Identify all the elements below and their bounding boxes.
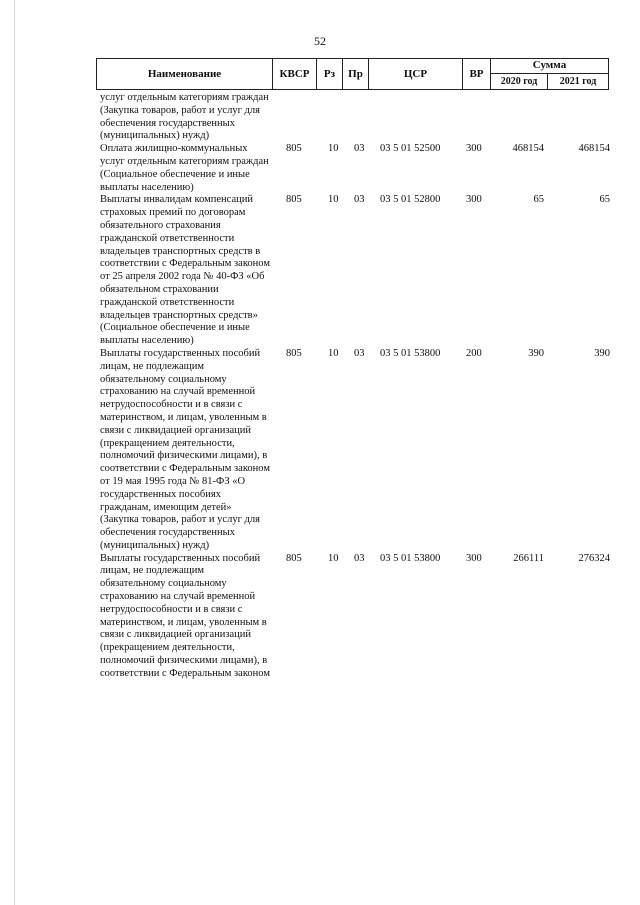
row-rz: 10	[328, 194, 339, 206]
row-vr: 300	[466, 143, 482, 155]
table-body	[96, 92, 616, 681]
row-kvsr: 805	[286, 347, 302, 359]
row-name: Выплаты государственных пособий лицам, не подлежащим обязательному социальному страхованию на случай временной нетрудоспособности и в связи с материнством, и лицам, уволенным в связи с ликвидацией организаций (прекращением деятельности, полномочий физическими лицами), в соответствии с Федеральным законом	[100, 552, 270, 679]
row-sum-2021: 390	[594, 347, 610, 359]
row-csr: 03 5 01 53800	[380, 552, 441, 564]
header-rz: Рз	[317, 59, 343, 89]
header-kvsr: КВСР	[273, 59, 317, 89]
header-year-2021: 2021 год	[559, 76, 597, 87]
row-pr: 03	[354, 143, 365, 155]
header-pr: Пр	[343, 59, 369, 89]
row-pr: 03	[354, 347, 365, 359]
row-pr: 03	[354, 194, 365, 206]
row-csr: 03 5 01 53800	[380, 347, 441, 359]
row-vr: 300	[466, 552, 482, 564]
header-name: Наименование	[97, 59, 273, 89]
table-row	[96, 143, 616, 194]
row-name: Выплаты государственных пособий лицам, не подлежащим обязательному социальному страхованию на случай временной нетрудоспособности и в связи с материнством, и лицам, уволенным в связи с ликвидацией организаций (прекращением деятельности, полномочий физическими лицами), в соответствии с Федеральным законом от 19 мая 1995 года № 81-ФЗ «О государственных пособиях гражданам, имеющим детей» (Закупка товаров, работ и услуг для обеспечения государственных (муниципальных) нужд)	[100, 347, 270, 551]
header-year-2020: 2020 год	[491, 74, 548, 89]
row-sum-2020: 468154	[512, 143, 544, 155]
header-sum	[491, 59, 609, 89]
row-sum-2021: 276324	[578, 552, 610, 564]
header-sum-title: Сумма	[491, 59, 608, 74]
row-kvsr: 805	[286, 552, 302, 564]
row-pr: 03	[354, 552, 365, 564]
row-rz: 10	[328, 143, 339, 155]
table-row	[96, 553, 616, 681]
row-name: услуг отдельным категориям граждан (Закупка товаров, работ и услуг для обеспечения государственных (муниципальных) нужд)	[100, 92, 269, 142]
row-csr: 03 5 01 52500	[380, 143, 441, 155]
table-row	[96, 348, 616, 553]
header-csr: ЦСР	[369, 59, 463, 89]
row-kvsr: 805	[286, 143, 302, 155]
row-sum-2020: 65	[533, 194, 544, 206]
row-name: Выплаты инвалидам компенсаций страховых премий по договорам обязательного страхования гражданской ответственности владельцев транспортных средств в соответствии с Федеральным законом от 25 апреля 2002 года № 40-ФЗ «Об обязательном страховании гражданской ответственности владельцев транспортных средств» (Социальное обеспечение и иные выплаты населению)	[100, 194, 270, 347]
row-sum-2020: 390	[528, 347, 544, 359]
row-sum-2021: 65	[599, 194, 610, 206]
header-vr: ВР	[463, 59, 491, 89]
row-csr: 03 5 01 52800	[380, 194, 441, 206]
table-row	[96, 194, 616, 348]
table-header	[96, 58, 609, 90]
row-name: Оплата жилищно-коммунальных услуг отдельным категориям граждан (Социальное обеспечение и иные выплаты населению)	[100, 143, 269, 193]
row-vr: 300	[466, 194, 482, 206]
row-sum-2020: 266111	[513, 552, 544, 564]
row-vr: 200	[466, 347, 482, 359]
table-row	[96, 92, 616, 143]
row-kvsr: 805	[286, 194, 302, 206]
row-rz: 10	[328, 347, 339, 359]
row-rz: 10	[328, 552, 339, 564]
page-number: 52	[314, 34, 326, 48]
scan-edge-line	[14, 0, 15, 905]
row-sum-2021: 468154	[578, 143, 610, 155]
